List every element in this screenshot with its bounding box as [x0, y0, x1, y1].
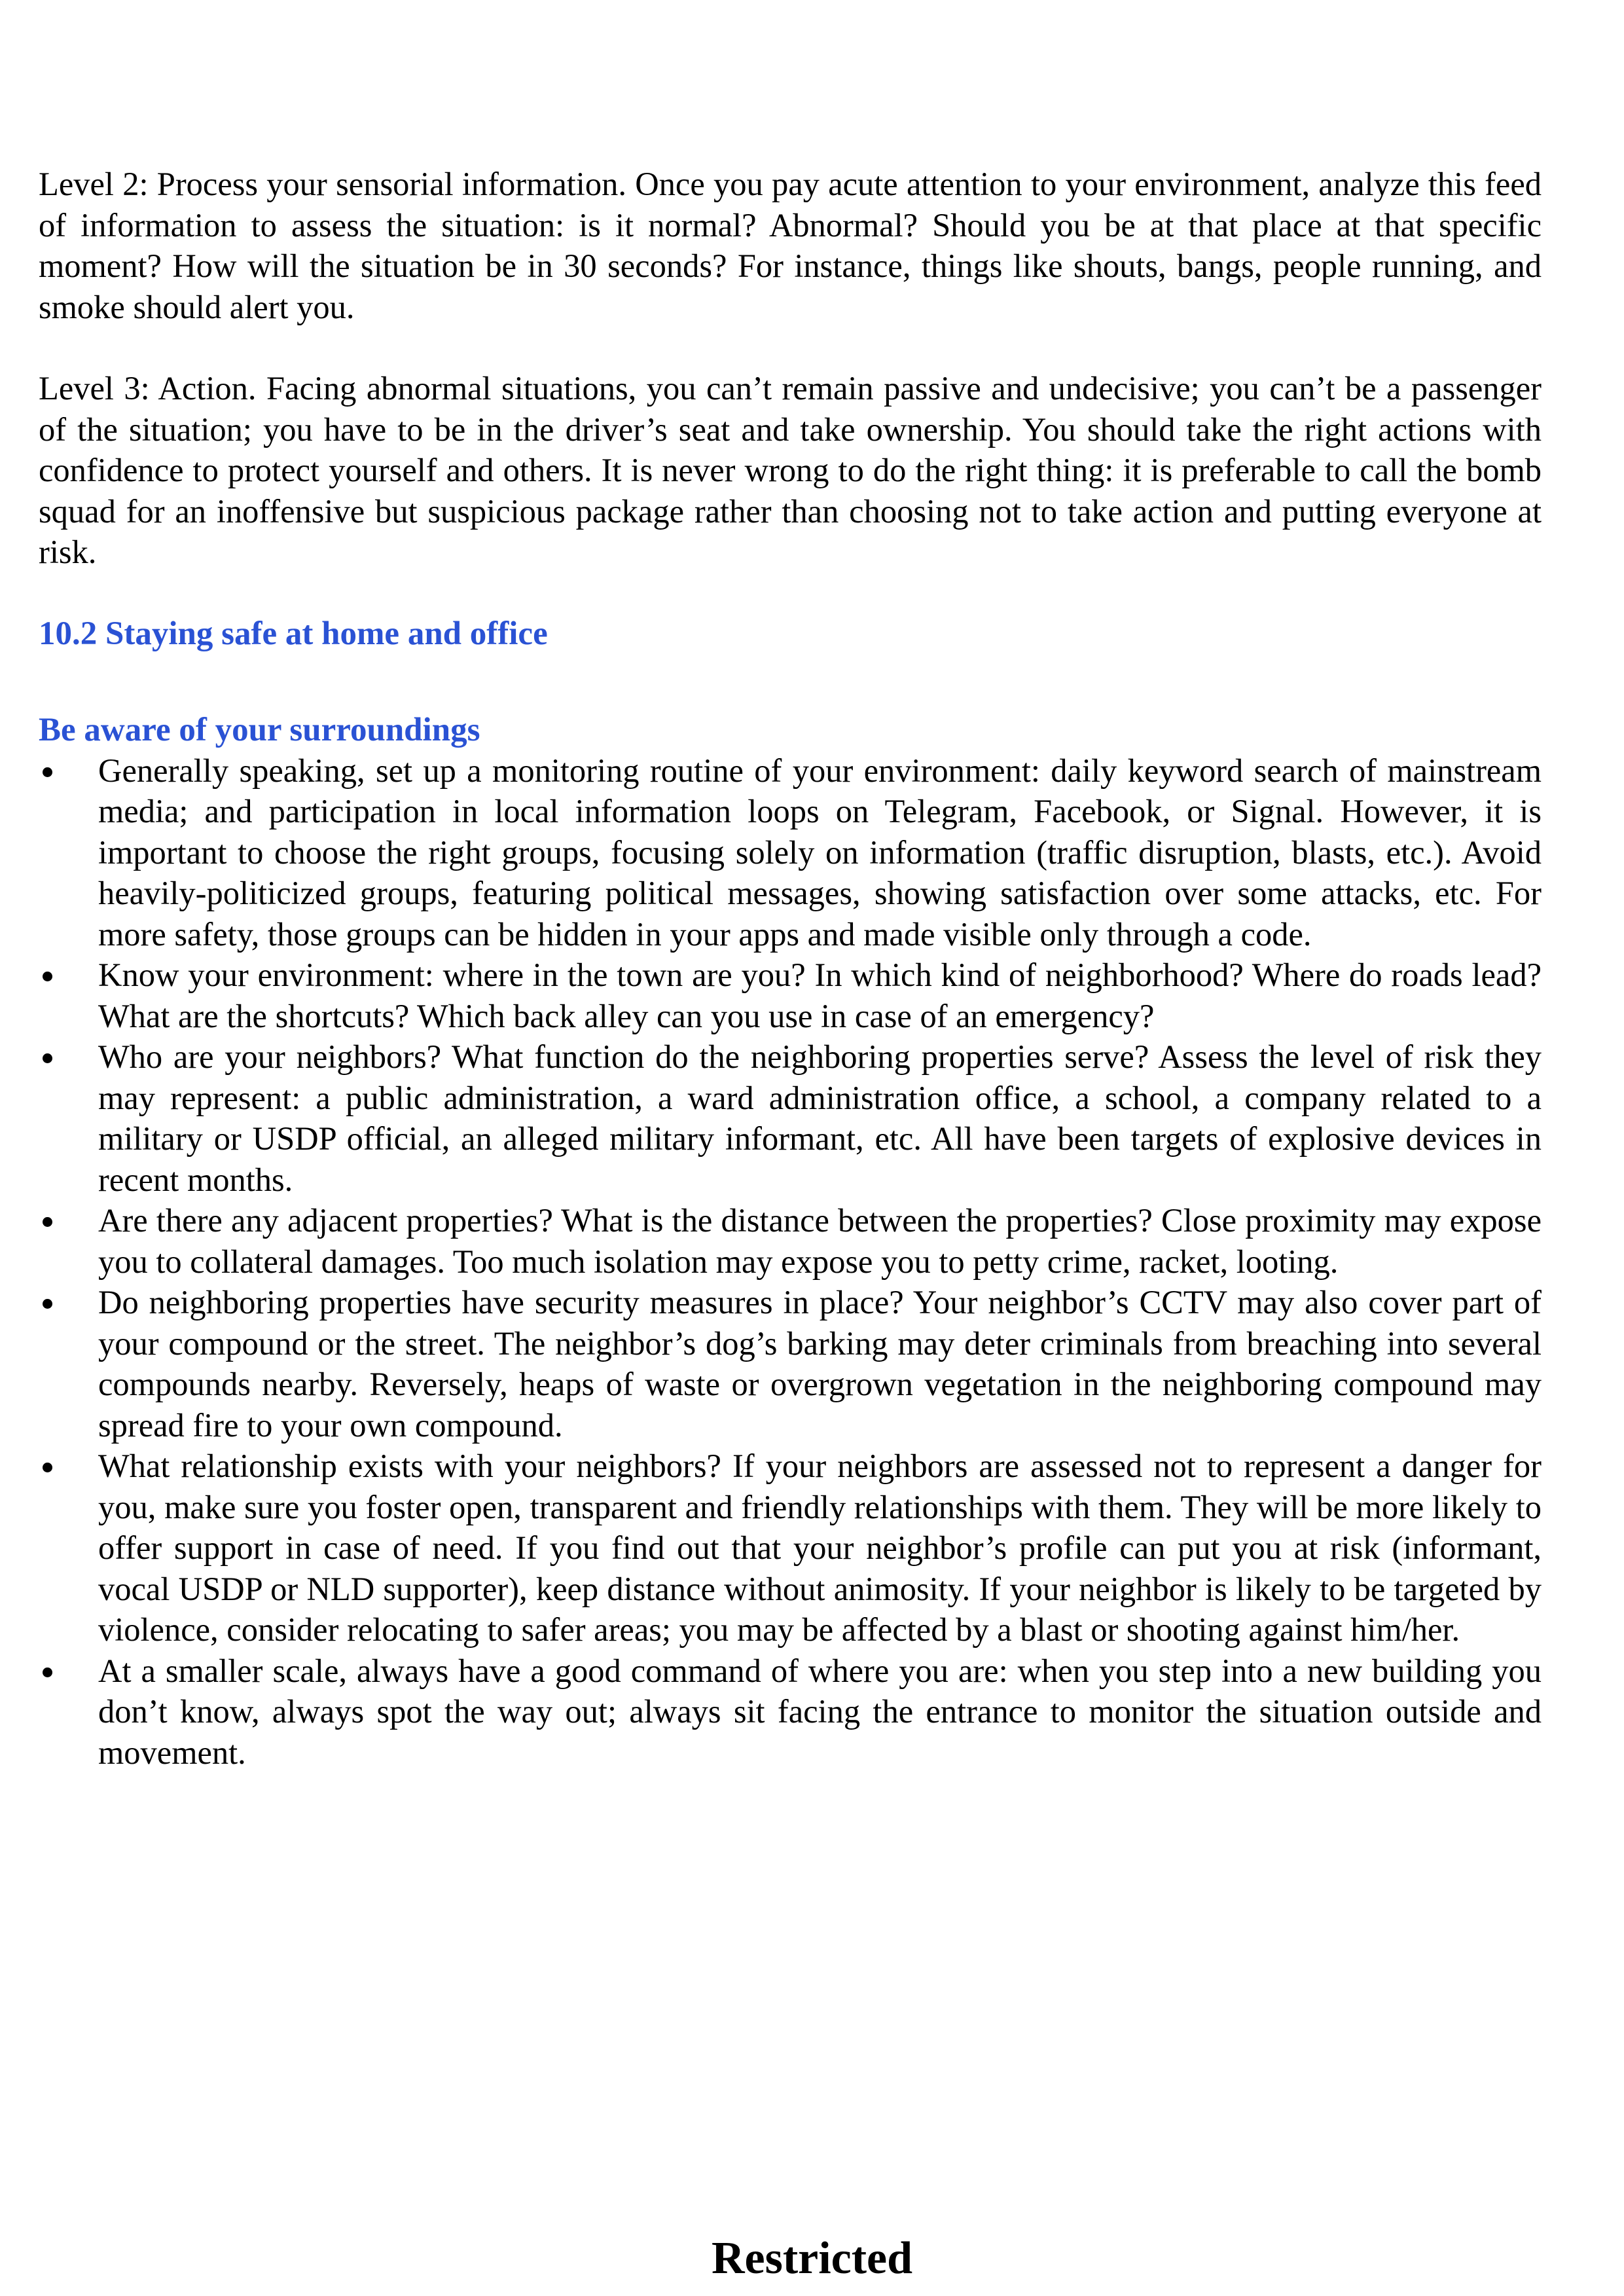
list-item [39, 1446, 1542, 1650]
list-item-text: At a smaller scale, always have a good command of where you are: when you step into a new building you don’t know, always spot the way out; always sit facing the entrance to monitor the situation outside and movement. [98, 1652, 1542, 1771]
list-item-text: Who are your neighbors? What function do the neighboring properties serve? Assess the level of risk they may represent: a public administration, a ward administration office, a school, a company related to a military or USDP official, an alleged military informant, etc. All have been targets of explosive devices in recent months. [98, 1038, 1542, 1198]
list-item [39, 750, 1542, 955]
document-page [39, 164, 1542, 1773]
level3-paragraph: Level 3: Action. Facing abnormal situations, you can’t remain passive and undecisive; you can’t be a passenger of the situation; you have to be in the driver’s seat and take ownership. You should take the right actions with confidence to protect yourself and others. It is never wrong to do the right thing: it is preferable to call the bomb squad for an inoffensive but suspicious package rather than choosing not to take action and putting everyone at risk. [39, 370, 1542, 570]
bullet-icon [43, 1053, 52, 1063]
bullet-icon [43, 972, 52, 981]
list-item [39, 1200, 1542, 1282]
subsection-heading: Be aware of your surroundings [39, 711, 480, 748]
list-item-text: Generally speaking, set up a monitoring routine of your environment: daily keyword search of mainstream media; and participation in local information loops on Telegram, Facebook, or Signal. However, it is important to choose the right groups, focusing solely on information (traffic disruption, blasts, etc.). Avoid heavily-politicized groups, featuring political messages, showing satisfaction over some attacks, etc. For more safety, those groups can be hidden in your apps and made visible only through a code. [98, 752, 1542, 953]
list-item-text: Do neighboring properties have security measures in place? Your neighbor’s CCTV may also cover part of your compound or the street. The neighbor’s dog’s barking may deter criminals from breaching into several compounds nearby. Reversely, heaps of waste or overgrown vegetation in the neighboring compound may spread fire to your own compound. [98, 1284, 1542, 1444]
list-item-text: What relationship exists with your neighbors? If your neighbors are assessed not to represent a danger for you, make sure you foster open, transparent and friendly relationships with them. They will be more likely to offer support in case of need. If you find out that your neighbor’s profile can put you at risk (informant, vocal USDP or NLD supporter), keep distance without animosity. If your neighbor is likely to be targeted by violence, consider relocating to safer areas; you may be affected by a blast or shooting against him/her. [98, 1448, 1542, 1648]
list-item [39, 1282, 1542, 1446]
bullet-icon [43, 767, 52, 777]
bullet-icon [43, 1217, 52, 1227]
list-item [39, 955, 1542, 1036]
bullet-icon [43, 1667, 52, 1677]
classification-footer: Restricted [711, 2233, 913, 2284]
list-item-text: Know your environment: where in the town are you? In which kind of neighborhood? Where do roads lead? What are the shortcuts? Which back alley can you use in case of an emergency? [98, 957, 1542, 1034]
list-item-text: Are there any adjacent properties? What is the distance between the properties? Close proximity may expose you to collateral damages. Too much isolation may expose you to petty crime, racket, looting. [98, 1202, 1542, 1280]
level2-paragraph: Level 2: Process your sensorial information. Once you pay acute attention to your environment, analyze this feed of information to assess the situation: is it normal? Abnormal? Should you be at that place at that specific moment? How will the situation be in 30 seconds? For instance, things like shouts, bangs, people running, and smoke should alert you. [39, 166, 1542, 325]
bullet-list [39, 750, 1542, 1774]
paragraph-spacer [39, 327, 1542, 368]
list-item [39, 1650, 1542, 1774]
bullet-icon [43, 1463, 52, 1472]
bullet-icon [43, 1299, 52, 1309]
section-heading: 10.2 Staying safe at home and office [39, 615, 548, 652]
list-item [39, 1036, 1542, 1200]
